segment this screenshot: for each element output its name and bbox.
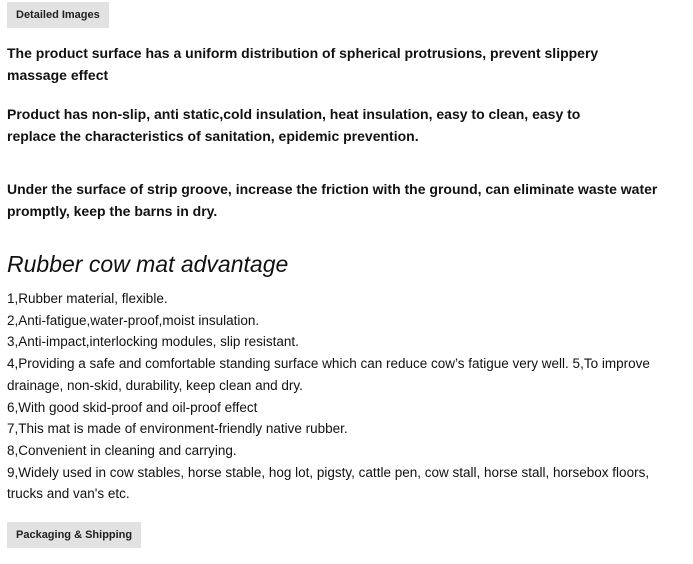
advantage-item: 2,Anti-fatigue,water-proof,moist insulation. <box>7 312 260 328</box>
advantage-item: 8,Convenient in cleaning and carrying. <box>7 442 237 458</box>
advantage-item: 7,This mat is made of environment-friendly native rubber. <box>7 421 348 437</box>
advantage-item: 6,With good skid-proof and oil-proof effect <box>7 399 258 415</box>
advantage-heading: Rubber cow mat advantage <box>7 251 289 277</box>
advantage-item: 1,Rubber material, flexible. <box>7 291 168 306</box>
advantage-item: 4,Providing a safe and comfortable standing surface which can reduce cow’s fatigue very well. 5,To improve drainage, non-skid, durability, keep clean and dry. <box>7 356 650 393</box>
description-paragraph-surface: The product surface has a uniform distribution of spherical protrusions, prevent slippery massage effect <box>7 45 599 83</box>
description-paragraph-groove: Under the surface of strip groove, increase the friction with the ground, can eliminate waste water promptly, keep the barns in dry. <box>7 181 658 219</box>
advantage-item: 9,Widely used in cow stables, horse stable, hog lot, pigsty, cattle pen, cow stall, horse stall, horsebox floors, trucks and van's etc. <box>7 464 650 502</box>
advantage-list <box>7 288 687 505</box>
description-paragraph-properties: Product has non-slip, anti static,cold insulation, heat insulation, easy to clean, easy to replace the characteristics of sanitation, epidemic prevention. <box>7 106 581 144</box>
section-tab-packaging-shipping[interactable]: Packaging & Shipping <box>7 522 141 548</box>
section-tab-detailed-images[interactable]: Detailed Images <box>7 2 109 28</box>
advantage-item: 3,Anti-impact,interlocking modules, slip resistant. <box>7 334 299 350</box>
